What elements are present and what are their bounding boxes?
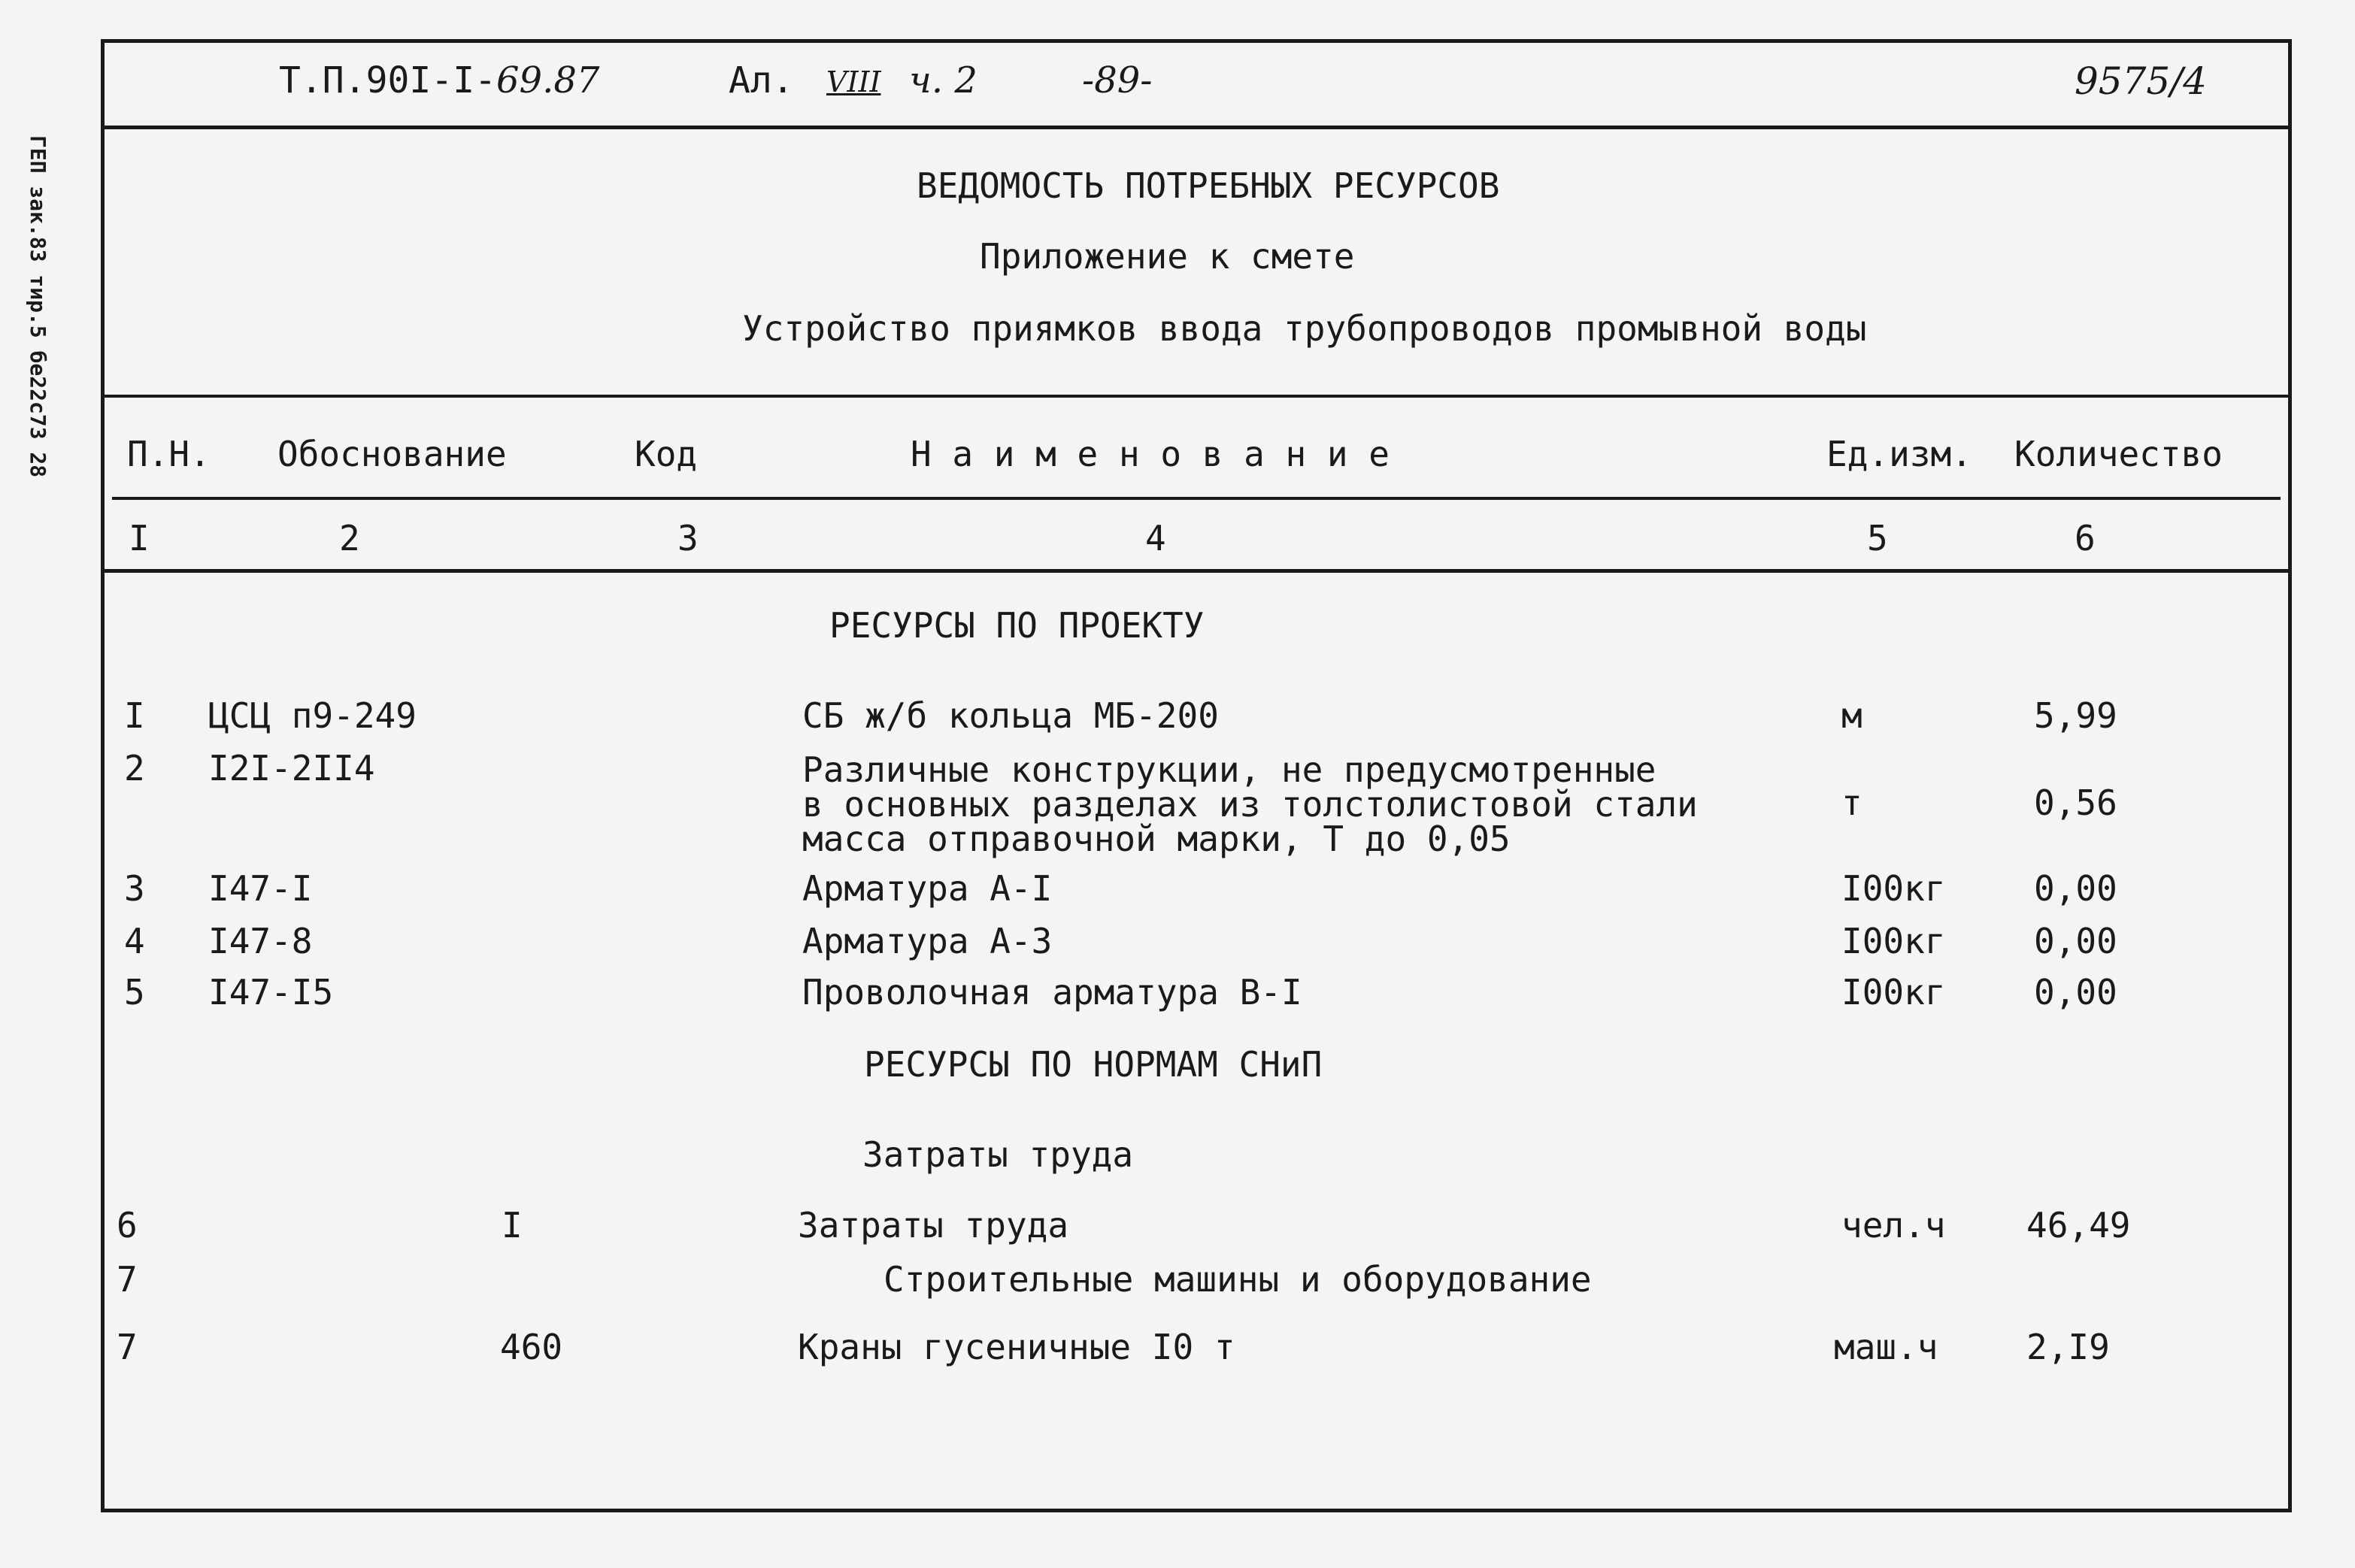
row-2-name [802, 749, 1698, 859]
row-3-basis: I47-I [208, 868, 313, 909]
row-4-unit: I00кг [1841, 921, 1946, 961]
row-3-name: Арматура А-I [802, 868, 1053, 909]
row-2-name-line-2: в основных разделах из толстолистовой стали [802, 784, 1698, 825]
row-7-code: 460 [500, 1327, 563, 1367]
row-1-num: I [124, 695, 145, 736]
col-number-5: 5 [1867, 518, 1888, 558]
doc-code-printed: Т.П.90I-I- [279, 59, 496, 101]
col-number-2: 2 [339, 518, 360, 558]
machines-section-num: 7 [117, 1259, 138, 1300]
section-project-resources: РЕСУРСЫ ПО ПРОЕКТУ [829, 605, 1205, 646]
row-2-name-line-1: Различные конструкции, не предусмотренные [802, 749, 1656, 790]
row-6-num: 6 [117, 1205, 138, 1246]
part-number: ч. 2 [909, 59, 977, 101]
album-number: VIII [826, 65, 881, 98]
page-number: -89- [1082, 59, 1153, 101]
title-divider [105, 395, 2288, 398]
numbers-row-divider [105, 569, 2288, 573]
title-object: Устройство приямков ввода трубопроводов промывной воды [742, 308, 1867, 349]
col-number-6: 6 [2075, 518, 2096, 558]
inventory-number: 9575/4 [2075, 59, 2207, 103]
row-7-name: Краны гусеничные I0 т [798, 1327, 1235, 1367]
row-6-name: Затраты труда [798, 1205, 1069, 1246]
col-header-unit: Ед.изм. [1826, 434, 1972, 474]
row-1-name: СБ ж/б кольца МБ-200 [802, 695, 1219, 736]
col-number-1: I [129, 518, 150, 558]
row-4-name: Арматура А-3 [802, 921, 1053, 961]
col-header-basis: Обоснование [277, 434, 507, 474]
row-5-num: 5 [124, 972, 145, 1013]
row-4-qty: 0,00 [2034, 921, 2117, 961]
row-4-basis: I47-8 [208, 921, 313, 961]
row-6-unit: чел.ч [1841, 1205, 1946, 1246]
document-sheet [101, 39, 2292, 1512]
col-header-name: Н а и м е н о в а н и е [911, 434, 1390, 474]
album-label: Ал. [729, 59, 794, 101]
section-norms-resources: РЕСУРСЫ ПО НОРМАМ СНиП [864, 1044, 1323, 1085]
row-7-qty: 2,I9 [2026, 1327, 2110, 1367]
row-6-qty: 46,49 [2026, 1205, 2131, 1246]
row-4-num: 4 [124, 921, 145, 961]
row-5-unit: I00кг [1841, 972, 1946, 1013]
doc-code [279, 59, 599, 101]
doc-code-handwritten: 69.87 [496, 59, 600, 101]
row-1-qty: 5,99 [2034, 695, 2117, 736]
col-header-pn: П.Н. [127, 434, 211, 474]
col-number-3: 3 [677, 518, 699, 558]
col-header-qty: Количество [2014, 434, 2223, 474]
row-2-qty: 0,56 [2034, 782, 2117, 823]
row-7-num: 7 [117, 1327, 138, 1367]
row-3-qty: 0,00 [2034, 868, 2117, 909]
section-machines: Строительные машины и оборудование [884, 1259, 1592, 1300]
row-6-code: I [502, 1205, 523, 1246]
title-main: ВЕДОМОСТЬ ПОТРЕБНЫХ РЕСУРСОВ [917, 165, 1500, 206]
row-2-num: 2 [124, 748, 145, 789]
row-5-qty: 0,00 [2034, 972, 2117, 1013]
row-5-name: Проволочная арматура В-I [802, 972, 1302, 1013]
row-5-basis: I47-I5 [208, 972, 334, 1013]
row-1-unit: м [1841, 695, 1862, 736]
row-3-unit: I00кг [1841, 868, 1946, 909]
row-3-num: 3 [124, 868, 145, 909]
row-7-unit: маш.ч [1834, 1327, 1938, 1367]
col-number-4: 4 [1145, 518, 1166, 558]
header-divider [105, 126, 2288, 129]
row-1-basis: ЦСЦ п9-249 [208, 695, 417, 736]
col-header-code: Код [635, 434, 698, 474]
title-subtitle: Приложение к смете [980, 236, 1355, 277]
side-stamp: ГЕП зак.83 тир.5 бе22с73 28 [26, 135, 50, 478]
section-labor-costs: Затраты труда [862, 1134, 1134, 1175]
header-row-divider [112, 497, 2281, 500]
row-2-basis: I2I-2II4 [208, 748, 375, 789]
row-2-name-line-3: масса отправочной марки, Т до 0,05 [802, 819, 1511, 859]
row-2-unit: т [1841, 782, 1862, 823]
